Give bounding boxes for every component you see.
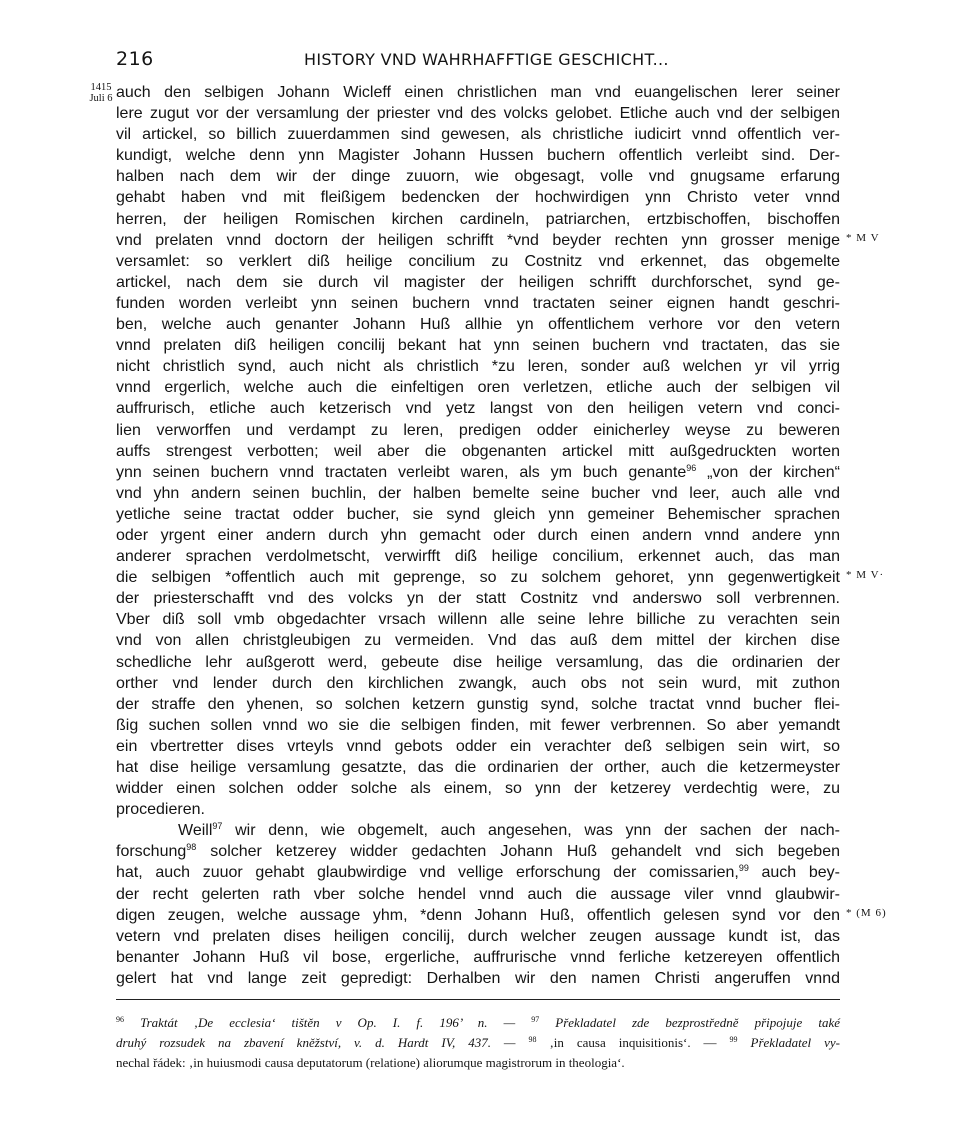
text-line: artickel, nach dem sie durch vil magister der heiligen schrifft durchforschet, synd ge- — [116, 273, 840, 291]
text-segment: „von der kirchen“ — [696, 463, 840, 481]
text-line: lere zugut vor der versamlung der priester vnd des volcks gelobet. Etliche auch vnd der selbigen — [116, 105, 840, 123]
footnote-text: Traktát ‚De ecclesia‘ tištěn v Op. I. f. 196’ n. — — [124, 1015, 532, 1030]
text-line: hat dise heilige versamlung gesatzte, das die ordinarien der orther, auch die ketzermeyster — [116, 759, 840, 776]
text-line: funden worden verleibt ynn seinen buchern vnnd tractaten seiner eignen handt geschri- — [116, 294, 840, 312]
text-segment: hat, auch zuuor gehabt glaubwirdige vnd vellige erforschung der comissarien, — [116, 864, 739, 882]
text-line: auffs strengest verbotten; weil aber die obgenanten artickel mitt außgedruckten worten — [116, 442, 840, 460]
text-line: vnnd ergerlich, welche auch die einfeltigen oren verletzen, etliche auch der selbigen vil — [116, 379, 840, 397]
text-line: der straffe den yhenen, so solchen ketzern gunstig synd, solche tractat vnnd bucher flei- — [116, 695, 840, 713]
text-line: kundigt, welche denn ynn Magister Johann Hussen buchern offentlich verleibt sind. Der- — [116, 147, 840, 165]
text-line: auch den selbigen Johann Wicleff einen christlichen man vnd euangelischen lerer seiner — [116, 84, 840, 101]
text-line: benanter Johann Huß vil bose, ergerliche, auffrurische vnnd ferliche ketzereyen offentlich — [116, 948, 840, 966]
text-line: versamlet: so verklert diß heilige concilium zu Costnitz vnd erkennet, das obgemelte — [116, 252, 840, 270]
text-line — [116, 462, 840, 483]
text-line: digen zeugen, welche aussage yhm, *denn Johann Huß, offentlich gelesen synd vor den — [116, 906, 840, 924]
text-line — [116, 862, 840, 883]
footnote-number: 97 — [531, 1015, 540, 1024]
footnote-ref: 96 — [686, 462, 697, 473]
text-line: ßig suchen sollen vnnd wo sie die selbigen finden, mit fewer verbrennen. So aber yemandt — [116, 716, 840, 734]
text-line — [116, 820, 840, 841]
text-line: vnd prelaten vnnd doctorn der heiligen schrifft *vnd beyder rechten ynn grosser menige — [116, 231, 840, 249]
text-line — [116, 841, 840, 862]
text-line: der recht gelerten rath vber solche hendel vnnd auch die aussage viler vnnd glaubwir- — [116, 885, 840, 903]
margin-date — [86, 82, 116, 104]
marginal-note: * M V· — [846, 569, 885, 581]
footnote-text: druhý rozsudek na zbavení kněžství, v. d. Hardt IV, 437. — — [116, 1035, 529, 1050]
footnote-text: Překladatel vy- — [737, 1035, 840, 1050]
text-line: yetliche seine tractat odder bucher, sie synd gleich ynn gemeiner Behemischer sprachen — [116, 505, 840, 523]
text-line: vetern vnd prelaten dises heiligen concilij, durch welcher zeugen aussage kundt ist, das — [116, 927, 840, 945]
footnote-number: 96 — [116, 1015, 124, 1024]
footnote-number: 99 — [729, 1035, 738, 1044]
text-segment: Weill — [178, 822, 213, 840]
footnote-line: nechal řádek: ‚in huiusmodi causa deputatorum (relatione) aliorumque magistrorum in theologia‘. — [116, 1055, 625, 1070]
main-text — [116, 82, 840, 989]
margin-date-year: 1415 — [90, 82, 112, 93]
footnote-text: Překladatel zde bezprostředně připojuje také — [539, 1015, 840, 1030]
text-line: gehabt haben vnd mit fleißigem bedencken der hochwirdigen ynn Christo veter vnnd — [116, 189, 840, 207]
footnote-line — [116, 1033, 840, 1053]
text-line: gelert hat vnd lange zeit gepredigt: Derhalben wir den namen Christi angeruffen vnnd — [116, 969, 840, 987]
text-line: vil artickel, so billich zuuerdammen sind gewesen, als christliche iudicirt vnnd offentlich ver- — [116, 126, 840, 144]
text-line: halben nach dem wir der dinge zuuorn, wie obgesagt, volle vnd gnugsame erfarung — [116, 168, 840, 186]
footnote-ref: 99 — [738, 863, 749, 874]
text-line: der priesterschafft vnd des volcks yn der statt Costnitz vnd anderswo soll verbrennen. — [116, 590, 840, 608]
text-line: lien verworffen und verdampt zu leren, predigen odder einicherley weyse zu beweren — [116, 421, 840, 439]
footnote-number: 98 — [528, 1035, 537, 1044]
footnote-ref: 97 — [212, 821, 223, 832]
text-line: ben, welche auch genanter Johann Huß allhie yn offentlichem verhore vor den vetern — [116, 316, 840, 334]
text-line: ein vbertretter dises vrteyls vnnd gebots odder ein verachter deß selbigen sein wirt, so — [116, 737, 840, 755]
footnotes — [116, 1013, 840, 1073]
text-line: oder yrgent einer andern durch yhn gemacht oder durch einen andern vnnd andere ynn — [116, 526, 840, 544]
running-title: HISTORY VND WAHRHAFFTIGE GESCHICHT... — [304, 50, 669, 69]
text-segment: ynn seinen buchern vnnd tractaten verleibt waren, als ym buch genante — [116, 463, 687, 481]
footnote-text: ‚in causa inquisitionis‘. — — [536, 1035, 730, 1050]
text-line: die selbigen *offentlich auch mit geprenge, so zu solchem gehoret, ynn gegenwertigkeit — [116, 569, 840, 587]
text-line: orther vnd lender durch den kirchlichen zwangk, auch obs not sein wurd, mit zuthon — [116, 674, 840, 692]
text-line: vnd von allen christgleubigen zu vermeiden. Vnd das auß dem mittel der kirchen dise — [116, 632, 840, 650]
text-line: schedliche lehr außgerott werd, gebeute dise heilige versamlung, das die ordinarien der — [116, 653, 840, 671]
footnote-ref: 98 — [186, 842, 197, 853]
text-line: anderer sprachen verdolmetscht, verwirfft diß heilige concilium, erkennet auch, das man — [116, 548, 840, 566]
page-number: 216 — [116, 48, 154, 70]
text-line: vnnd prelaten diß heiligen concilij bekant hat ynn seinen buchern vnd tractaten, das sie — [116, 337, 840, 355]
text-line: nicht christlich synd, auch nicht als christlich *zu leren, sonder auß welchen yr vil yrrig — [116, 358, 840, 376]
text-segment: wir denn, wie obgemelt, auch angesehen, was ynn der sachen der nach- — [222, 822, 840, 840]
text-line: herren, der heiligen Romischen kirchen cardineln, patriarchen, ertzbischoffen, bischoffen — [116, 210, 840, 228]
marginal-note: * M V — [846, 232, 880, 244]
text-line: auffrurisch, etliche auch ketzerisch vnd yetz langst von den heiligen vetern vnd conci- — [116, 400, 840, 418]
text-line: procedieren. — [116, 801, 205, 819]
footnote-line — [116, 1013, 840, 1033]
margin-date-day: Juli 6 — [89, 93, 113, 104]
text-line: Vber diß soll vmb obgedachter vrsach willenn alle seine lehre billiche zu verachten sein — [116, 611, 840, 629]
page-header — [116, 46, 840, 72]
marginal-note: * (M 6) — [846, 907, 887, 919]
text-segment: solcher ketzerey widder gedachten Johann Huß gehandelt vnd sich begeben — [196, 843, 840, 861]
text-segment: forschung — [116, 843, 187, 861]
text-line: widder einen solchen odder solche als einem, so ynn der ketzerey verdechtig were, zu — [116, 780, 840, 798]
footnote-rule — [116, 999, 840, 1000]
text-line: vnd yhn andern seinen buchlin, der halben bemelte seine bucher vnd leer, auch alle vnd — [116, 484, 840, 502]
text-segment: auch bey- — [748, 864, 840, 882]
